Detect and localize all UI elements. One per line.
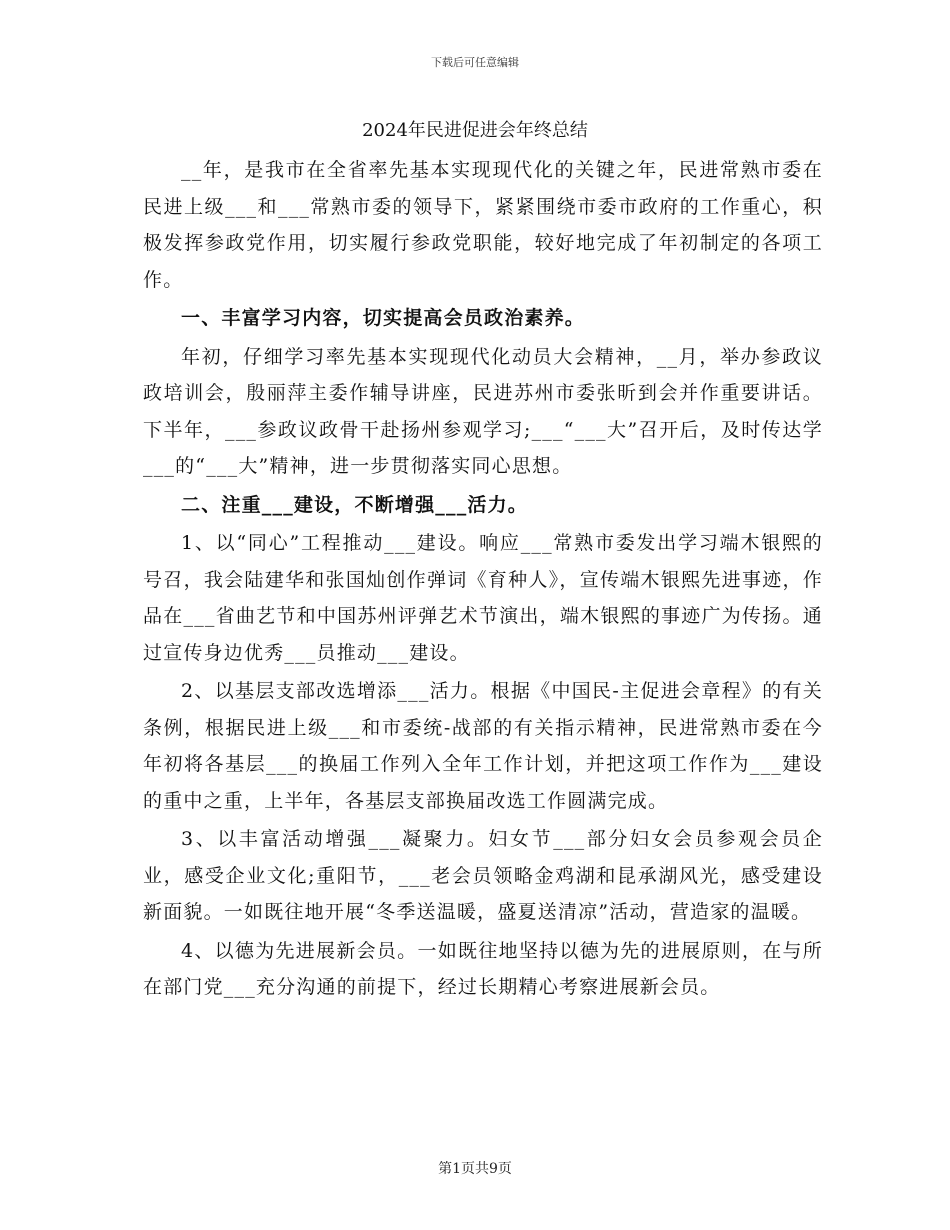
paragraph-item-2: 2、以基层支部改选增添___活力。根据《中国民-主促进会章程》的有关条例，根据民进上级___和市委统-战部的有关指示精神，民进常熟市委在今年初将各基层___的换届工作列入全年工作计划，并把这项工作作为___建设的重中之重，上半年，各基层支部换届改选工作圆满完成。 xyxy=(143,680,823,812)
document-title: 2024年民进促进会年终总结 xyxy=(362,120,588,141)
paragraph-study: 年初，仔细学习率先基本实现现代化动员大会精神，__月，举办参政议政培训会，殷丽萍主委作辅导讲座，民进苏州市委张昕到会并作重要讲话。下半年，___参政议政骨干赴扬州参观学习;___“___大”召开后，及时传达学___的“___大”精神，进一步贯彻落实同心思想。 xyxy=(143,345,823,477)
section-heading-1: 一、丰富学习内容，切实提高会员政治素养。 xyxy=(181,307,586,329)
page-number-footer: 第1页共9页 xyxy=(438,1161,512,1177)
paragraph-item-3: 3、以丰富活动增强___凝聚力。妇女节___部分妇女会员参观会员企业，感受企业文化;重阳节，___老会员领略金鸡湖和昆承湖风光，感受建设新面貌。一如既往地开展“冬季送温暖，盛夏送清凉”活动，营造家的温暖。 xyxy=(143,828,823,923)
paragraph-intro: __年，是我市在全省率先基本实现现代化的关键之年，民进常熟市委在民进上级___和___常熟市委的领导下，紧紧围绕市委市政府的工作重心，积极发挥参政党作用，切实履行参政党职能，较好地完成了年初制定的各项工作。 xyxy=(143,159,823,291)
paragraph-item-1: 1、以“同心”工程推动___建设。响应___常熟市委发出学习端木银熙的号召，我会陆建华和张国灿创作弹词《育种人》，宣传端木银熙先进事迹，作品在___省曲艺节和中国苏州评弹艺术节演出，端木银熙的事迹广为传扬。通过宣传身边优秀___员推动___建设。 xyxy=(143,532,823,664)
header-note: 下载后可任意编辑 xyxy=(431,56,519,69)
document-body xyxy=(143,152,823,1006)
paragraph-item-4: 4、以德为先进展新会员。一如既往地坚持以德为先的进展原则，在与所在部门党___充分沟通的前提下，经过长期精心考察进展新会员。 xyxy=(143,939,823,998)
section-heading-2: 二、注重___建设，不断增强___活力。 xyxy=(181,493,529,516)
